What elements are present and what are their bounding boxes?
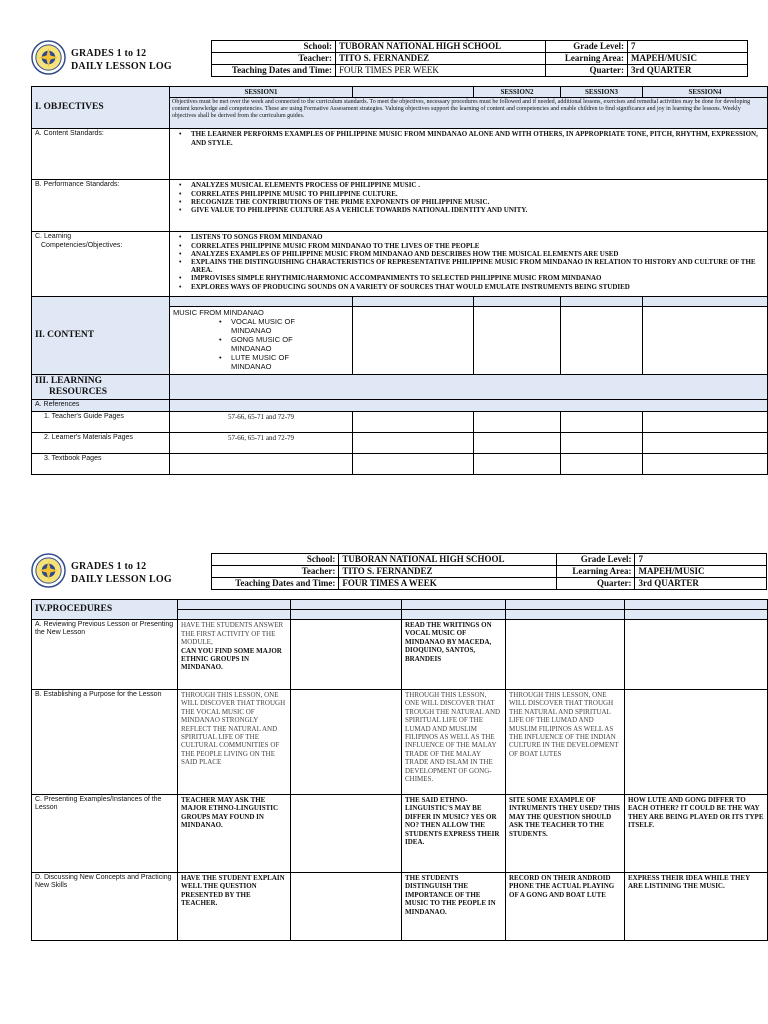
learners-materials-pages: 57-66, 65-71 and 72-79 — [170, 432, 353, 453]
list-item: • ANALYZES MUSICAL ELEMENTS PROCESS OF PHILIPPINE MUSIC . — [173, 181, 764, 189]
performance-standards-label: B. Performance Standards: — [32, 180, 170, 232]
list-item: • RECOGNIZE THE CONTRIBUTIONS OF THE PRIME EXPONENTS OF PHILIPPINE MUSIC. — [173, 198, 764, 206]
dates-value: FOUR TIMES PER WEEK — [336, 65, 546, 77]
procedure-label: A. Reviewing Previous Lesson or Presenting the New Lesson — [32, 620, 178, 690]
list-item: • LISTENS TO SONGS FROM MINDANAO — [173, 233, 764, 241]
content-list — [173, 317, 303, 371]
dates-value: FOUR TIMES A WEEK — [339, 578, 556, 590]
header-info-table: School: TUBORAN NATIONAL HIGH SCHOOL Grade Level: 7 Teacher: TITO S. FERNANDEZ Learning Area: MAPEH/MUSIC Teaching Dates and Time: FOUR TIMES PER WEEK Quarter: 3rd QUARTER — [211, 40, 748, 77]
list-item: • IMPROVISES SIMPLE RHYTHMIC/HARMONIC ACCOMPANIMENTS TO SELECTED PHILIPPINE MUSIC FROM MINDANAO — [173, 274, 764, 282]
resources-title: III. LEARNING — [35, 376, 103, 387]
quarter-text: 3rd QUARTER — [631, 65, 692, 75]
deped-seal-icon — [31, 40, 66, 75]
learners-materials-label: 2. Learner's Materials Pages — [32, 432, 170, 453]
list-item: • LUTE MUSIC OF MINDANAO — [213, 353, 303, 371]
content-standards-label: A. Content Standards: — [32, 129, 170, 180]
content-standards-list — [173, 130, 764, 146]
references-label: A. References — [32, 400, 170, 411]
quarter-value — [628, 65, 748, 77]
session4-header: SESSION4 — [643, 87, 768, 98]
list-item: • EXPLAINS THE DISTINGUISHING CHARACTERISTICS OF REPRESENTATIVE PHILIPPINE MUSIC FROM MINDANAO IN RELATION TO HISTORY AND CULTURE OF THE AREA. — [173, 258, 764, 274]
list-item: • CORRELATES PHILIPPINE MUSIC TO PHILIPPINE CULTURE. — [173, 190, 764, 198]
list-item: • GONG MUSIC OF MINDANAO — [213, 335, 303, 353]
procedure-label: D. Discussing New Concepts and Practicing New Skills — [32, 873, 178, 941]
page2-header — [31, 553, 767, 591]
list-item: • GIVE VALUE TO PHILIPPINE CULTURE AS A VEHICLE TOWARDS NATIONAL IDENTITY AND UNITY. — [173, 206, 764, 214]
session3-header: SESSION3 — [561, 87, 643, 98]
teacher-value: TITO S. FERNANDEZ — [336, 53, 546, 65]
table-row: A. Reviewing Previous Lesson or Presenting the New Lesson HAVE THE STUDENTS ANSWER THE FIRST ACTIVITY OF THE MODULE, CAN YOU FIND SOME MAJOR ETHNIC GROUPS IN MINDANAO. READ THE WRITINGS ON VOCAL MUSIC OF MINDANAO BY MACEDA, DIOQUINO, SANTOS, BRANDEIS — [32, 620, 768, 690]
procedure-label: C. Presenting Examples/Instances of the Lesson — [32, 795, 178, 873]
objectives-note: Objectives must be met over the week and connected to the curriculum standards. To meet the objectives, necessary procedures must be followed and if needed, additional lessons, exercises and remedial activities may be done for developing content knowledge and competencies. These are using Formative Assessment strategies. Valuing objectives support the learning of content and competencies and enable children to find significance and joy in learning the lessons. Weekly objectives shall be derived from the curriculum guides. — [170, 98, 768, 129]
quarter-value — [635, 578, 767, 590]
list-item: • ANALYZES EXAMPLES OF PHILIPPINE MUSIC FROM MINDANAO AND DESCRIBES HOW THE MUSICAL ELEMENTS ARE USED — [173, 250, 764, 258]
teachers-guide-pages: 57-66, 65-71 and 72-79 — [170, 411, 353, 432]
quarter-text: 3rd QUARTER — [638, 578, 699, 588]
list-item: • THE LEARNER PERFORMS EXAMPLES OF PHILIPPINE MUSIC FROM MINDANAO ALONE AND WITH OTHERS, IN APPROPRIATE TONE, PITCH, RHYTHM, EXPRESSION, AND STYLE. — [173, 130, 764, 146]
log-title: GRADES 1 to 12 DAILY LESSON LOG — [71, 561, 172, 585]
procedures-title: IV.PROCEDURES — [35, 604, 113, 614]
session2-header: SESSION2 — [474, 87, 561, 98]
objectives-title: I. OBJECTIVES — [35, 102, 104, 113]
table-row: D. Discussing New Concepts and Practicing New Skills HAVE THE STUDENT EXPLAIN WELL THE QUESTION PRESENTED BY THE TEACHER. THE STUDENTS DISTINGUISH THE IMPORTANCE OF THE MUSIC TO THE PEOPLE IN MINDANAO. RECORD ON THEIR ANDROID PHONE THE ACTUAL PLAYING OF A GONG AND BOAT LUTE EXPRESS THEIR IDEA WHILE THEY ARE LISTINING THE MUSIC. — [32, 873, 768, 941]
competencies-list — [173, 233, 764, 290]
header-info-table: School: TUBORAN NATIONAL HIGH SCHOOL Grade Level: 7 Teacher: TITO S. FERNANDEZ Learning Area: MAPEH/MUSIC Teaching Dates and Time: FOUR TIMES A WEEK Quarter: 3rd QUARTER — [211, 553, 767, 590]
competencies-label: C. Learning Competencies/Objectives: — [32, 232, 170, 297]
content-heading: MUSIC FROM MINDANAO — [173, 308, 264, 318]
log-title: GRADES 1 to 12 DAILY LESSON LOG — [71, 48, 172, 72]
textbook-label: 3. Textbook Pages — [32, 453, 170, 474]
session1-header: SESSION1 — [170, 87, 353, 98]
page1-header — [31, 40, 767, 78]
teacher-value: TITO S. FERNANDEZ — [339, 566, 556, 578]
grade-value: 7 — [628, 41, 748, 53]
list-item: • CORRELATES PHILIPPINE MUSIC FROM MINDANAO TO THE LIVES OF THE PEOPLE — [173, 242, 764, 250]
area-value: MAPEH/MUSIC — [635, 566, 767, 578]
procedures-table — [31, 599, 768, 941]
school-value: TUBORAN NATIONAL HIGH SCHOOL — [339, 554, 556, 566]
deped-seal-icon — [31, 553, 66, 588]
grade-value: 7 — [635, 554, 767, 566]
area-value: MAPEH/MUSIC — [628, 53, 748, 65]
table-row: C. Presenting Examples/Instances of the Lesson TEACHER MAY ASK THE MAJOR ETHNO-LINGUISTIC GROUPS MAY FOUND IN MINDANAO. THE SAID ETHNO-LINGUISTIC'S MAY BE DIFFER IN MUSIC? YES OR NO? THEN ALLOW THE STUDENTS EXPRESS THEIR IDEA. SITE SOME EXAMPLE OF INTRUMENTS THEY USED? THIS MAY THE QUESTION SHOULD ASK THE TEACHER TO THE STUDENTS. HOW LUTE AND GONG DIFFER TO EACH OTHER? IT COULD BE THE WAY THEY ARE BEING PLAYED OR ITS TYPE ITSELF. — [32, 795, 768, 873]
list-item: • EXPLORES WAYS OF PRODUCING SOUNDS ON A VARIETY OF SOURCES THAT WOULD EMULATE INSTRUMENTS BEING STUDIED — [173, 283, 764, 291]
school-value: TUBORAN NATIONAL HIGH SCHOOL — [336, 41, 546, 53]
teachers-guide-label: 1. Teacher's Guide Pages — [32, 411, 170, 432]
table-row: B. Establishing a Purpose for the Lesson THROUGH THIS LESSON, ONE WILL DISCOVER THAT TROUGH THE VOCAL MUSIC OF MINDANAO STRONGLY REFLECT THE NATURAL AND SPIRITUAL LIFE OF THE CULTURAL COMMUNITIES OF THE PEOPLE LIVING ON THE SAID PLACE THROUGH THIS LESSON, ONE WILL DISCOVER THAT TROUGH THE NATURAL AND SPIRITUAL LIFE OF THE LUMAD AND MUSLIM FILIPINOS AS WELL AS THE INFLUENCE OF THE MALAY TRADE OF THE MALAY TRADE AND ISLAM IN THE DEVELOPMENT OF GONG-CHIMES. THROUGH THIS LESSON, ONE WILL DISCOVER THAT TROUGH THE NATURAL AND SPIRITUAL LIFE OF THE LUMAD AND MUSLIM FILIPINOS AS WELL AS THE INFLUENCE OF THE INDIAN CULTURE IN THE DEVELOPMENT OF BOAT LUTES — [32, 690, 768, 795]
performance-standards-list — [173, 181, 764, 214]
content-title: II. CONTENT — [35, 330, 95, 341]
content-cell — [170, 307, 353, 375]
procedure-label: B. Establishing a Purpose for the Lesson — [32, 690, 178, 795]
objectives-table: I. OBJECTIVES SESSION1 SESSION2 SESSION3 SESSION4 Objectives must be met over the week and connected to the curriculum standards. To meet the objectives, necessary procedures must be followed and if needed, additional lessons, exercises and remedial activities may be done for developing content knowledge and competencies. These are using Formative Assessment strategies. Valuing objectives support the learning of content and competencies and enable children to find significance and joy in learning the lessons. Weekly objectives shall be derived from the curriculum guides. A. Content Standards: • THE LEARNER PERFORMS EXAMPLES OF PHILIPPINE MUSIC FROM MINDANAO ALONE AND WITH OTHERS, IN APPROPRIATE TONE, PITCH, RHYTHM, EXPRESSION, AND STYLE. B. Performance Standards: • ANALYZES MUSICAL ELEMENTS PROCESS OF PHILIPPINE MUSIC . • CORRELATES PHILIPPINE MUSIC TO PHILIPPINE CULTURE. • RECOGNIZE THE CONTRIBUTIONS OF THE PRIME EXPONENTS OF PHILIPPINE MUSIC. • GIVE VALUE TO PHILIPPINE CULTURE AS A VEHICLE TOWARDS NATIONAL IDENTITY AND UNITY. C. Learning Competencies/Objectives: • LISTENS TO SONGS FROM MINDANAO • CORRELATES PHILIPPINE MUSIC FROM MINDANAO TO THE LIVES OF THE PEOPLE • ANALYZES EXAMPLES OF PHILIPPINE MUSIC FROM MINDANAO AND DESCRIBES HOW THE MUSICAL ELEMENTS ARE USED • EXPLAINS THE DISTINGUISHING CHARACTERISTICS OF REPRESENTATIVE PHILIPPINE MUSIC FROM MINDANAO IN RELATION TO HISTORY AND CULTURE OF THE AREA. • IMPROVISES SIMPLE RHYTHMIC/HARMONIC ACCOMPANIMENTS TO SELECTED PHILIPPINE MUSIC FROM MINDANAO • EXPLORES WAYS OF PRODUCING SOUNDS ON A VARIETY OF SOURCES THAT WOULD EMULATE INSTRUMENTS BEING STUDIED II. CONTENT MUSIC FROM MINDANAO • VOCAL MUSIC OF MINDANAO • GONG MUSIC OF MINDANAO • LUTE MUSIC OF MINDANAO III. LEARNING RESOURCES A. References 1. Teacher's Guide Pages 57-66, 65-71 and 72-79 2. Learner's Materials Pages 57-66, 65-71 and 72-79 3. Textbook Pages — [31, 86, 768, 475]
list-item: • VOCAL MUSIC OF MINDANAO — [213, 317, 303, 335]
